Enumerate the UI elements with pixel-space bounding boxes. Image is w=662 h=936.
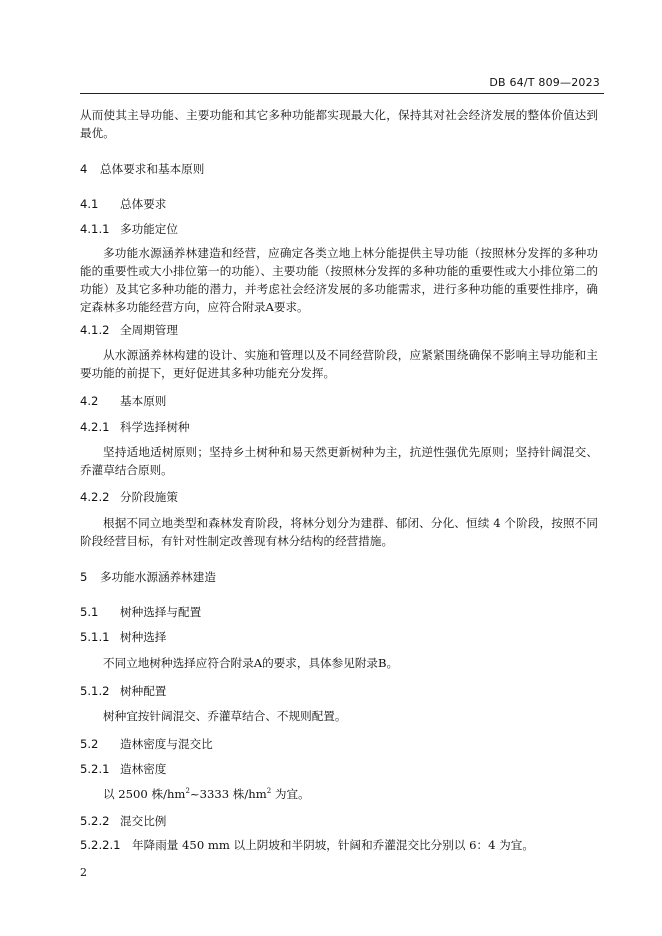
section-number: 4.1.1 — [80, 222, 110, 236]
section-number: 4.2.2 — [80, 490, 110, 504]
section-title: 多功能定位 — [120, 222, 178, 236]
clause-text: 年降雨量 450 mm 以上阴坡和半阴坡，针阔和乔灌混交比分别以 6：4 为宜。 — [132, 838, 534, 852]
section-number: 5.1 — [80, 605, 99, 619]
section-title: 混交比例 — [120, 814, 167, 828]
section-title: 多功能水源涵养林建造 — [100, 570, 216, 584]
section-4-heading — [80, 161, 204, 177]
section-4-2-1-text: 坚持适地适树原则；坚持乡土树种和易天然更新树种为主，抗逆性强优先原则；坚持针阔混交、乔灌草结合原则。 — [80, 445, 598, 477]
section-5-2-2-heading — [80, 813, 166, 829]
section-4-1-1-heading — [80, 221, 178, 237]
section-5-1-2-text: 树种宜按针阔混交、乔灌草结合、不规则配置。 — [103, 709, 347, 723]
section-number: 5 — [80, 570, 88, 584]
section-title: 造林密度 — [120, 762, 167, 776]
section-4-2-2-text: 根据不同立地类型和森林发育阶段，将林分划分为建群、郁闭、分化、恒续 4 个阶段，按照不同阶段经营目标，有针对性制定改善现有林分结构的经营措施。 — [80, 516, 598, 548]
density-text-mid: ~3333 株/hm — [189, 787, 267, 801]
section-number: 5.2.2.1 — [80, 838, 121, 852]
section-title: 树种选择 — [120, 630, 167, 644]
superscript: 2 — [185, 787, 190, 795]
superscript: 2 — [266, 787, 272, 795]
section-number: 4.1.2 — [80, 323, 110, 337]
section-number: 4.2.1 — [80, 420, 110, 434]
section-5-2-1-heading — [80, 761, 166, 777]
section-title: 基本原则 — [120, 394, 167, 408]
section-5-heading — [80, 569, 216, 585]
intro-paragraph: 从而使其主导功能、主要功能和其它多种功能都实现最大化，保持其对社会经济发展的整体价值达到最优。 — [80, 108, 598, 140]
section-title: 总体要求和基本原则 — [100, 162, 205, 176]
document-id: DB 64/T 809—2023 — [489, 76, 600, 89]
section-title: 科学选择树种 — [120, 420, 190, 434]
section-5-2-1-text — [80, 785, 598, 803]
section-5-1-1-text: 不同立地树种选择应符合附录A的要求，具体参见附录B。 — [103, 656, 399, 670]
section-title: 造林密度与混交比 — [120, 737, 213, 751]
page-number: 2 — [80, 866, 87, 879]
section-5-2-2-1 — [80, 837, 598, 853]
section-4-2-1-heading — [80, 419, 190, 435]
section-5-2-heading — [80, 736, 213, 752]
section-4-2-heading — [80, 393, 166, 409]
section-number: 5.1.2 — [80, 684, 110, 698]
section-title: 总体要求 — [120, 197, 167, 211]
section-4-1-heading — [80, 196, 166, 212]
section-number: 5.2 — [80, 737, 99, 751]
section-number: 5.2.1 — [80, 762, 110, 776]
density-text-start: 以 2500 株/hm — [103, 787, 186, 801]
section-5-1-2-heading — [80, 683, 166, 699]
section-4-1-2-heading — [80, 322, 178, 338]
section-4-1-2-text: 从水源涵养林构建的设计、实施和管理以及不同经营阶段，应紧紧围绕确保不影响主导功能和主要功能的前提下，更好促进其多种功能充分发挥。 — [80, 348, 598, 380]
section-5-1-1-heading — [80, 629, 166, 645]
section-number: 4 — [80, 162, 88, 176]
section-4-2-2-heading — [80, 489, 178, 505]
section-5-1-heading — [80, 604, 201, 620]
section-number: 5.2.2 — [80, 814, 110, 828]
section-number: 5.1.1 — [80, 630, 110, 644]
section-title: 树种选择与配置 — [120, 605, 202, 619]
section-number: 4.2 — [80, 394, 99, 408]
section-title: 分阶段施策 — [120, 490, 178, 504]
header-rule — [80, 93, 604, 94]
section-4-1-1-text: 多功能水源涵养林建造和经营，应确定各类立地上林分能提供主导功能（按照林分发挥的多种功能的重要性或大小排位第一的功能）、主要功能（按照林分发挥的多种功能的重要性或大小排位第二的功能）及其它多种功能的潜力，并考虑社会经济发展的多功能需求，进行多种功能的重要性排序，确定森林多功能经营方向，应符合附录A要求。 — [80, 246, 598, 314]
section-number: 4.1 — [80, 197, 99, 211]
section-title: 全周期管理 — [120, 323, 178, 337]
section-title: 树种配置 — [120, 684, 167, 698]
density-text-end: 为宜。 — [271, 787, 310, 801]
